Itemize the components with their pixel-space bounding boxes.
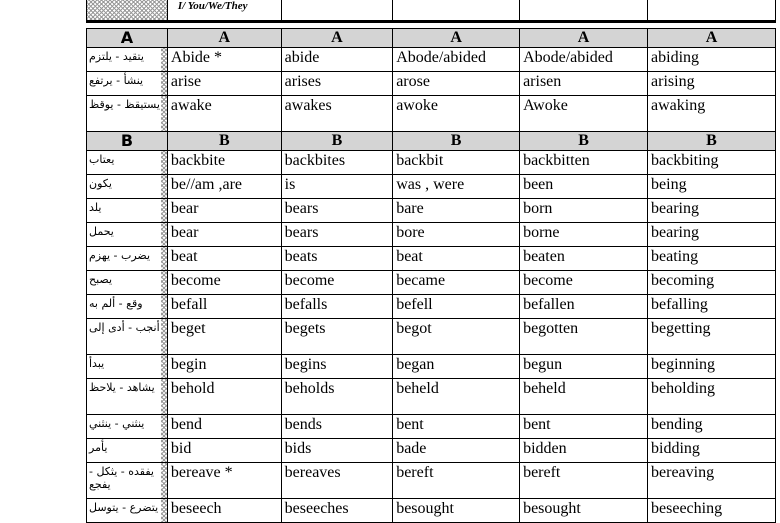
past-participle-cell: begotten xyxy=(520,319,648,355)
base-form-cell: be//am ,are xyxy=(167,175,281,199)
past-simple-cell: Abode/abided xyxy=(393,48,520,72)
arabic-meaning-cell: يتقيد - يلتزم xyxy=(87,48,168,72)
verb-row xyxy=(87,151,776,175)
verb-row xyxy=(87,439,776,463)
arabic-meaning-cell: يضرب - يهزم xyxy=(87,247,168,271)
ing-form-cell: begetting xyxy=(648,319,776,355)
base-form-cell: begin xyxy=(167,355,281,379)
arabic-meaning-cell: يتضرع - يتوسل xyxy=(87,499,168,523)
third-person-cell: befalls xyxy=(281,295,393,319)
past-participle-cell: Awoke xyxy=(520,96,648,132)
verb-row xyxy=(87,247,776,271)
base-form-cell: Abide * xyxy=(167,48,281,72)
section-letter-row xyxy=(87,132,776,151)
third-person-cell: bereaves xyxy=(281,463,393,499)
past-simple-cell: begot xyxy=(393,319,520,355)
verb-row xyxy=(87,72,776,96)
section-letter: B xyxy=(520,132,648,151)
past-participle-cell: befallen xyxy=(520,295,648,319)
section-letter: A xyxy=(648,29,776,48)
past-simple-cell: bare xyxy=(393,199,520,223)
ing-form-cell: awaking xyxy=(648,96,776,132)
verb-row xyxy=(87,199,776,223)
arabic-meaning-cell: يشاهد - يلاحظ xyxy=(87,379,168,415)
arabic-meaning-cell: يحمل xyxy=(87,223,168,247)
ing-form-cell: beginning xyxy=(648,355,776,379)
header-cell xyxy=(393,0,520,22)
verb-row xyxy=(87,319,776,355)
past-participle-cell: been xyxy=(520,175,648,199)
base-form-cell: bend xyxy=(167,415,281,439)
section-letter: A xyxy=(393,29,520,48)
arabic-meaning-cell: يستيقظ - يوقظ xyxy=(87,96,168,132)
third-person-cell: bends xyxy=(281,415,393,439)
base-form-cell: bear xyxy=(167,199,281,223)
past-simple-cell: awoke xyxy=(393,96,520,132)
section-letter: A xyxy=(167,29,281,48)
third-person-cell: arises xyxy=(281,72,393,96)
past-participle-cell: begun xyxy=(520,355,648,379)
section-letter: B xyxy=(87,132,168,151)
section-letter: B xyxy=(167,132,281,151)
verb-row xyxy=(87,48,776,72)
past-participle-cell: beaten xyxy=(520,247,648,271)
past-simple-cell: besought xyxy=(393,499,520,523)
past-participle-cell: become xyxy=(520,271,648,295)
past-simple-cell: backbit xyxy=(393,151,520,175)
past-simple-cell: beheld xyxy=(393,379,520,415)
arabic-meaning-cell: يصبح xyxy=(87,271,168,295)
base-form-cell: become xyxy=(167,271,281,295)
verb-row xyxy=(87,175,776,199)
third-person-cell: beholds xyxy=(281,379,393,415)
verb-row xyxy=(87,96,776,132)
ing-form-cell: bidding xyxy=(648,439,776,463)
ing-form-cell: beholding xyxy=(648,379,776,415)
past-simple-cell: began xyxy=(393,355,520,379)
hatched-cell xyxy=(87,0,168,22)
verb-row xyxy=(87,379,776,415)
arabic-meaning-cell: يلد xyxy=(87,199,168,223)
base-form-cell: beget xyxy=(167,319,281,355)
ing-form-cell: bending xyxy=(648,415,776,439)
section-letter: A xyxy=(87,29,168,48)
third-person-cell: bears xyxy=(281,223,393,247)
base-form-cell: beseech xyxy=(167,499,281,523)
third-person-cell: begets xyxy=(281,319,393,355)
base-form-cell: arise xyxy=(167,72,281,96)
arabic-meaning-cell: ينثني - ينثني xyxy=(87,415,168,439)
irregular-verbs-sheet xyxy=(86,0,776,523)
section-letter-row xyxy=(87,29,776,48)
past-participle-cell: bent xyxy=(520,415,648,439)
past-participle-cell: besought xyxy=(520,499,648,523)
third-person-cell: is xyxy=(281,175,393,199)
section-letter: B xyxy=(648,132,776,151)
third-person-cell: abide xyxy=(281,48,393,72)
third-person-cell: bids xyxy=(281,439,393,463)
past-simple-cell: befell xyxy=(393,295,520,319)
base-form-cell: bid xyxy=(167,439,281,463)
section-letter: A xyxy=(520,29,648,48)
past-simple-cell: was , were xyxy=(393,175,520,199)
past-simple-cell: bereft xyxy=(393,463,520,499)
base-form-cell: bear xyxy=(167,223,281,247)
ing-form-cell: bearing xyxy=(648,199,776,223)
section-letter: B xyxy=(393,132,520,151)
arabic-meaning-cell: يبدأ xyxy=(87,355,168,379)
arabic-meaning-cell: يكون xyxy=(87,175,168,199)
third-person-cell: begins xyxy=(281,355,393,379)
past-simple-cell: became xyxy=(393,271,520,295)
base-form-cell: awake xyxy=(167,96,281,132)
arabic-meaning-cell: ينشأ - يرتفع xyxy=(87,72,168,96)
ing-form-cell: beating xyxy=(648,247,776,271)
past-simple-cell: beat xyxy=(393,247,520,271)
arabic-meaning-cell: وقع - ألم به xyxy=(87,295,168,319)
header-cell xyxy=(648,0,776,22)
base-form-cell: behold xyxy=(167,379,281,415)
past-participle-cell: born xyxy=(520,199,648,223)
ing-form-cell: being xyxy=(648,175,776,199)
past-participle-cell: bidden xyxy=(520,439,648,463)
verb-row xyxy=(87,355,776,379)
ing-form-cell: befalling xyxy=(648,295,776,319)
past-participle-cell: Abode/abided xyxy=(520,48,648,72)
verb-row xyxy=(87,499,776,523)
base-form-cell: bereave * xyxy=(167,463,281,499)
past-simple-cell: arose xyxy=(393,72,520,96)
verb-row xyxy=(87,415,776,439)
past-participle-cell: beheld xyxy=(520,379,648,415)
arabic-meaning-cell: يفقده - يثكل - يفجع xyxy=(87,463,168,499)
ing-form-cell: beseeching xyxy=(648,499,776,523)
arabic-meaning-cell: يأمر xyxy=(87,439,168,463)
past-participle-cell: backbitten xyxy=(520,151,648,175)
subject-header: I/ You/We/They xyxy=(167,0,281,22)
base-form-cell: befall xyxy=(167,295,281,319)
past-simple-cell: bore xyxy=(393,223,520,247)
third-person-cell: backbites xyxy=(281,151,393,175)
base-form-cell: beat xyxy=(167,247,281,271)
past-participle-cell: arisen xyxy=(520,72,648,96)
third-person-cell: beats xyxy=(281,247,393,271)
verb-row xyxy=(87,271,776,295)
section-letter: A xyxy=(281,29,393,48)
verb-table xyxy=(86,0,776,523)
verb-row xyxy=(87,295,776,319)
ing-form-cell: abiding xyxy=(648,48,776,72)
third-person-cell: awakes xyxy=(281,96,393,132)
base-form-cell: backbite xyxy=(167,151,281,175)
ing-form-cell: becoming xyxy=(648,271,776,295)
arabic-meaning-cell: يعتاب xyxy=(87,151,168,175)
verb-row xyxy=(87,463,776,499)
ing-form-cell: backbiting xyxy=(648,151,776,175)
ing-form-cell: bearing xyxy=(648,223,776,247)
section-gap xyxy=(87,22,776,29)
section-letter: B xyxy=(281,132,393,151)
past-participle-cell: borne xyxy=(520,223,648,247)
past-simple-cell: bent xyxy=(393,415,520,439)
ing-form-cell: arising xyxy=(648,72,776,96)
arabic-meaning-cell: أنجب - أدى إلى xyxy=(87,319,168,355)
header-continuation-row xyxy=(87,0,776,22)
header-cell xyxy=(520,0,648,22)
third-person-cell: become xyxy=(281,271,393,295)
header-cell xyxy=(281,0,393,22)
past-simple-cell: bade xyxy=(393,439,520,463)
ing-form-cell: bereaving xyxy=(648,463,776,499)
third-person-cell: beseeches xyxy=(281,499,393,523)
verb-row xyxy=(87,223,776,247)
past-participle-cell: bereft xyxy=(520,463,648,499)
third-person-cell: bears xyxy=(281,199,393,223)
